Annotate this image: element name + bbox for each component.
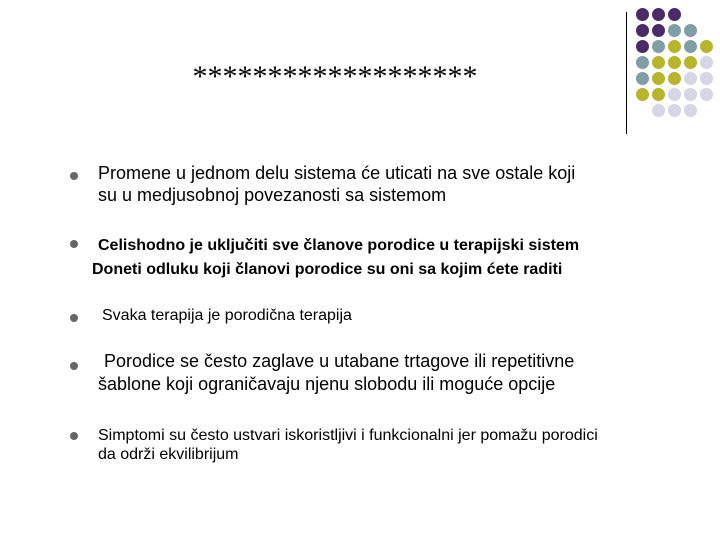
decorative-dot <box>668 72 681 85</box>
decorative-dot <box>636 56 649 69</box>
bullet-text <box>98 162 688 206</box>
decorative-dot <box>636 88 649 101</box>
divider-line <box>626 12 627 134</box>
bullet-dot-icon <box>70 362 78 370</box>
decorative-dot <box>652 56 665 69</box>
decorative-dot <box>684 40 697 53</box>
bullet-line: su u medjusobnoj povezanosti sa sistemom <box>98 185 447 205</box>
bullet-line: Simptomi su često ustvari iskoristljivi i funkcionalni jer pomažu porodici <box>98 427 598 444</box>
bullet-line: Promene u jednom delu sistema će uticati na sve ostale koji <box>98 163 576 183</box>
decorative-dot <box>684 104 697 117</box>
decorative-dot <box>684 56 697 69</box>
decorative-dot <box>668 40 681 53</box>
decorative-dot <box>636 8 649 21</box>
bullet-dot-icon <box>70 432 78 440</box>
bullet-text <box>92 234 688 282</box>
decorative-dot <box>636 40 649 53</box>
decorative-dot <box>652 40 665 53</box>
decorative-dot <box>652 88 665 101</box>
bullet-line: Porodice se često zaglave u utabane trtagove ili repetitivne <box>104 351 575 371</box>
slide-title: ******************* <box>192 60 478 93</box>
bullet-line: šablone koji ograničavaju njenu slobodu ili moguće opcije <box>98 374 556 394</box>
decorative-dot <box>652 8 665 21</box>
bullet-line: Svaka terapija je porodična terapija <box>102 307 352 324</box>
decorative-dot-grid <box>636 8 720 120</box>
decorative-dot <box>636 72 649 85</box>
bullet-text <box>98 426 688 464</box>
decorative-dot <box>652 104 665 117</box>
bullet-line: Celishodno je uključiti sve članove porodice u terapijski sistem <box>98 237 580 254</box>
decorative-dot <box>700 88 713 101</box>
decorative-dot <box>636 24 649 37</box>
bullet-text <box>102 306 692 326</box>
bullet-dot-icon <box>70 172 78 180</box>
decorative-dot <box>700 40 713 53</box>
decorative-dot <box>652 72 665 85</box>
decorative-dot <box>652 24 665 37</box>
decorative-dot <box>700 72 713 85</box>
decorative-dot <box>684 72 697 85</box>
bullet-dot-icon <box>70 240 78 248</box>
bullet-line: da održi ekvilibrijum <box>98 446 239 463</box>
bullet-line: Doneti odluku koji članovi porodice su oni sa kojim ćete raditi <box>92 261 563 278</box>
bullet-text <box>98 350 688 396</box>
decorative-dot <box>668 24 681 37</box>
bullet-dot-icon <box>70 314 78 322</box>
decorative-dot <box>668 56 681 69</box>
decorative-dot <box>684 24 697 37</box>
decorative-dot <box>668 8 681 21</box>
decorative-dot <box>684 88 697 101</box>
decorative-dot <box>668 88 681 101</box>
decorative-dot <box>668 104 681 117</box>
decorative-dot <box>700 56 713 69</box>
